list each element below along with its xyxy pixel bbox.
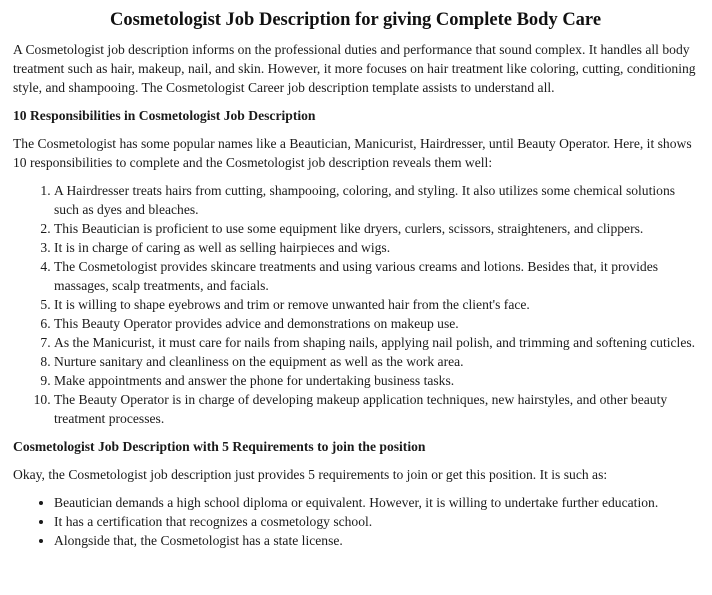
requirements-heading: Cosmetologist Job Description with 5 Requirements to join the position (13, 439, 426, 454)
list-item: 10. The Beauty Operator is in charge of developing makeup application techniques, new hairstyles, and other beauty treatment processes. (54, 390, 698, 428)
list-item: 1. A Hairdresser treats hairs from cutting, shampooing, coloring, and styling. It also utilizes some chemical solutions such as dyes and bleaches. (54, 181, 698, 219)
list-item: 8. Nurture sanitary and cleanliness on the equipment as well as the work area. (54, 352, 698, 371)
requirements-list (13, 493, 698, 550)
intro-paragraph: A Cosmetologist job description informs on the professional duties and performance that sound complex. It handles all body treatment such as hair, makeup, nail, and skin. However, it more focuses on hair treatment like coloring, cutting, conditioning style, and shampooing. The Cosmetologist Career job description template assists to understand all. (13, 42, 696, 95)
list-item: • It has a certification that recognizes a cosmetology school. (54, 512, 698, 531)
list-item: 7. As the Manicurist, it must care for nails from shaping nails, applying nail polish, and trimming and softening cuticles. (54, 333, 698, 352)
list-item: • Beautician demands a high school diploma or equivalent. However, it is willing to undertake further education. (54, 493, 698, 512)
list-item: 2. This Beautician is proficient to use some equipment like dryers, curlers, scissors, straighteners, and clippers. (54, 219, 698, 238)
list-item: 6. This Beauty Operator provides advice and demonstrations on makeup use. (54, 314, 698, 333)
responsibilities-lead: The Cosmetologist has some popular names like a Beautician, Manicurist, Hairdresser, until Beauty Operator. Here, it shows 10 responsibilities to complete and the Cosmetologist job description reveals them well: (13, 136, 692, 170)
list-item: 3. It is in charge of caring as well as selling hairpieces and wigs. (54, 238, 698, 257)
requirements-lead: Okay, the Cosmetologist job description just provides 5 requirements to join or get this position. It is such as: (13, 467, 608, 482)
list-item: 4. The Cosmetologist provides skincare treatments and using various creams and lotions. Besides that, it provides massages, scalp treatments, and facials. (54, 257, 698, 295)
responsibilities-list (13, 181, 698, 428)
responsibilities-heading: 10 Responsibilities in Cosmetologist Job Description (13, 108, 316, 123)
document-title: Cosmetologist Job Description for giving Complete Body Care (109, 10, 602, 30)
list-item: • Alongside that, the Cosmetologist has a state license. (54, 531, 698, 550)
list-item: 9. Make appointments and answer the phone for undertaking business tasks. (54, 371, 698, 390)
list-item: 5. It is willing to shape eyebrows and trim or remove unwanted hair from the client's face. (54, 295, 698, 314)
